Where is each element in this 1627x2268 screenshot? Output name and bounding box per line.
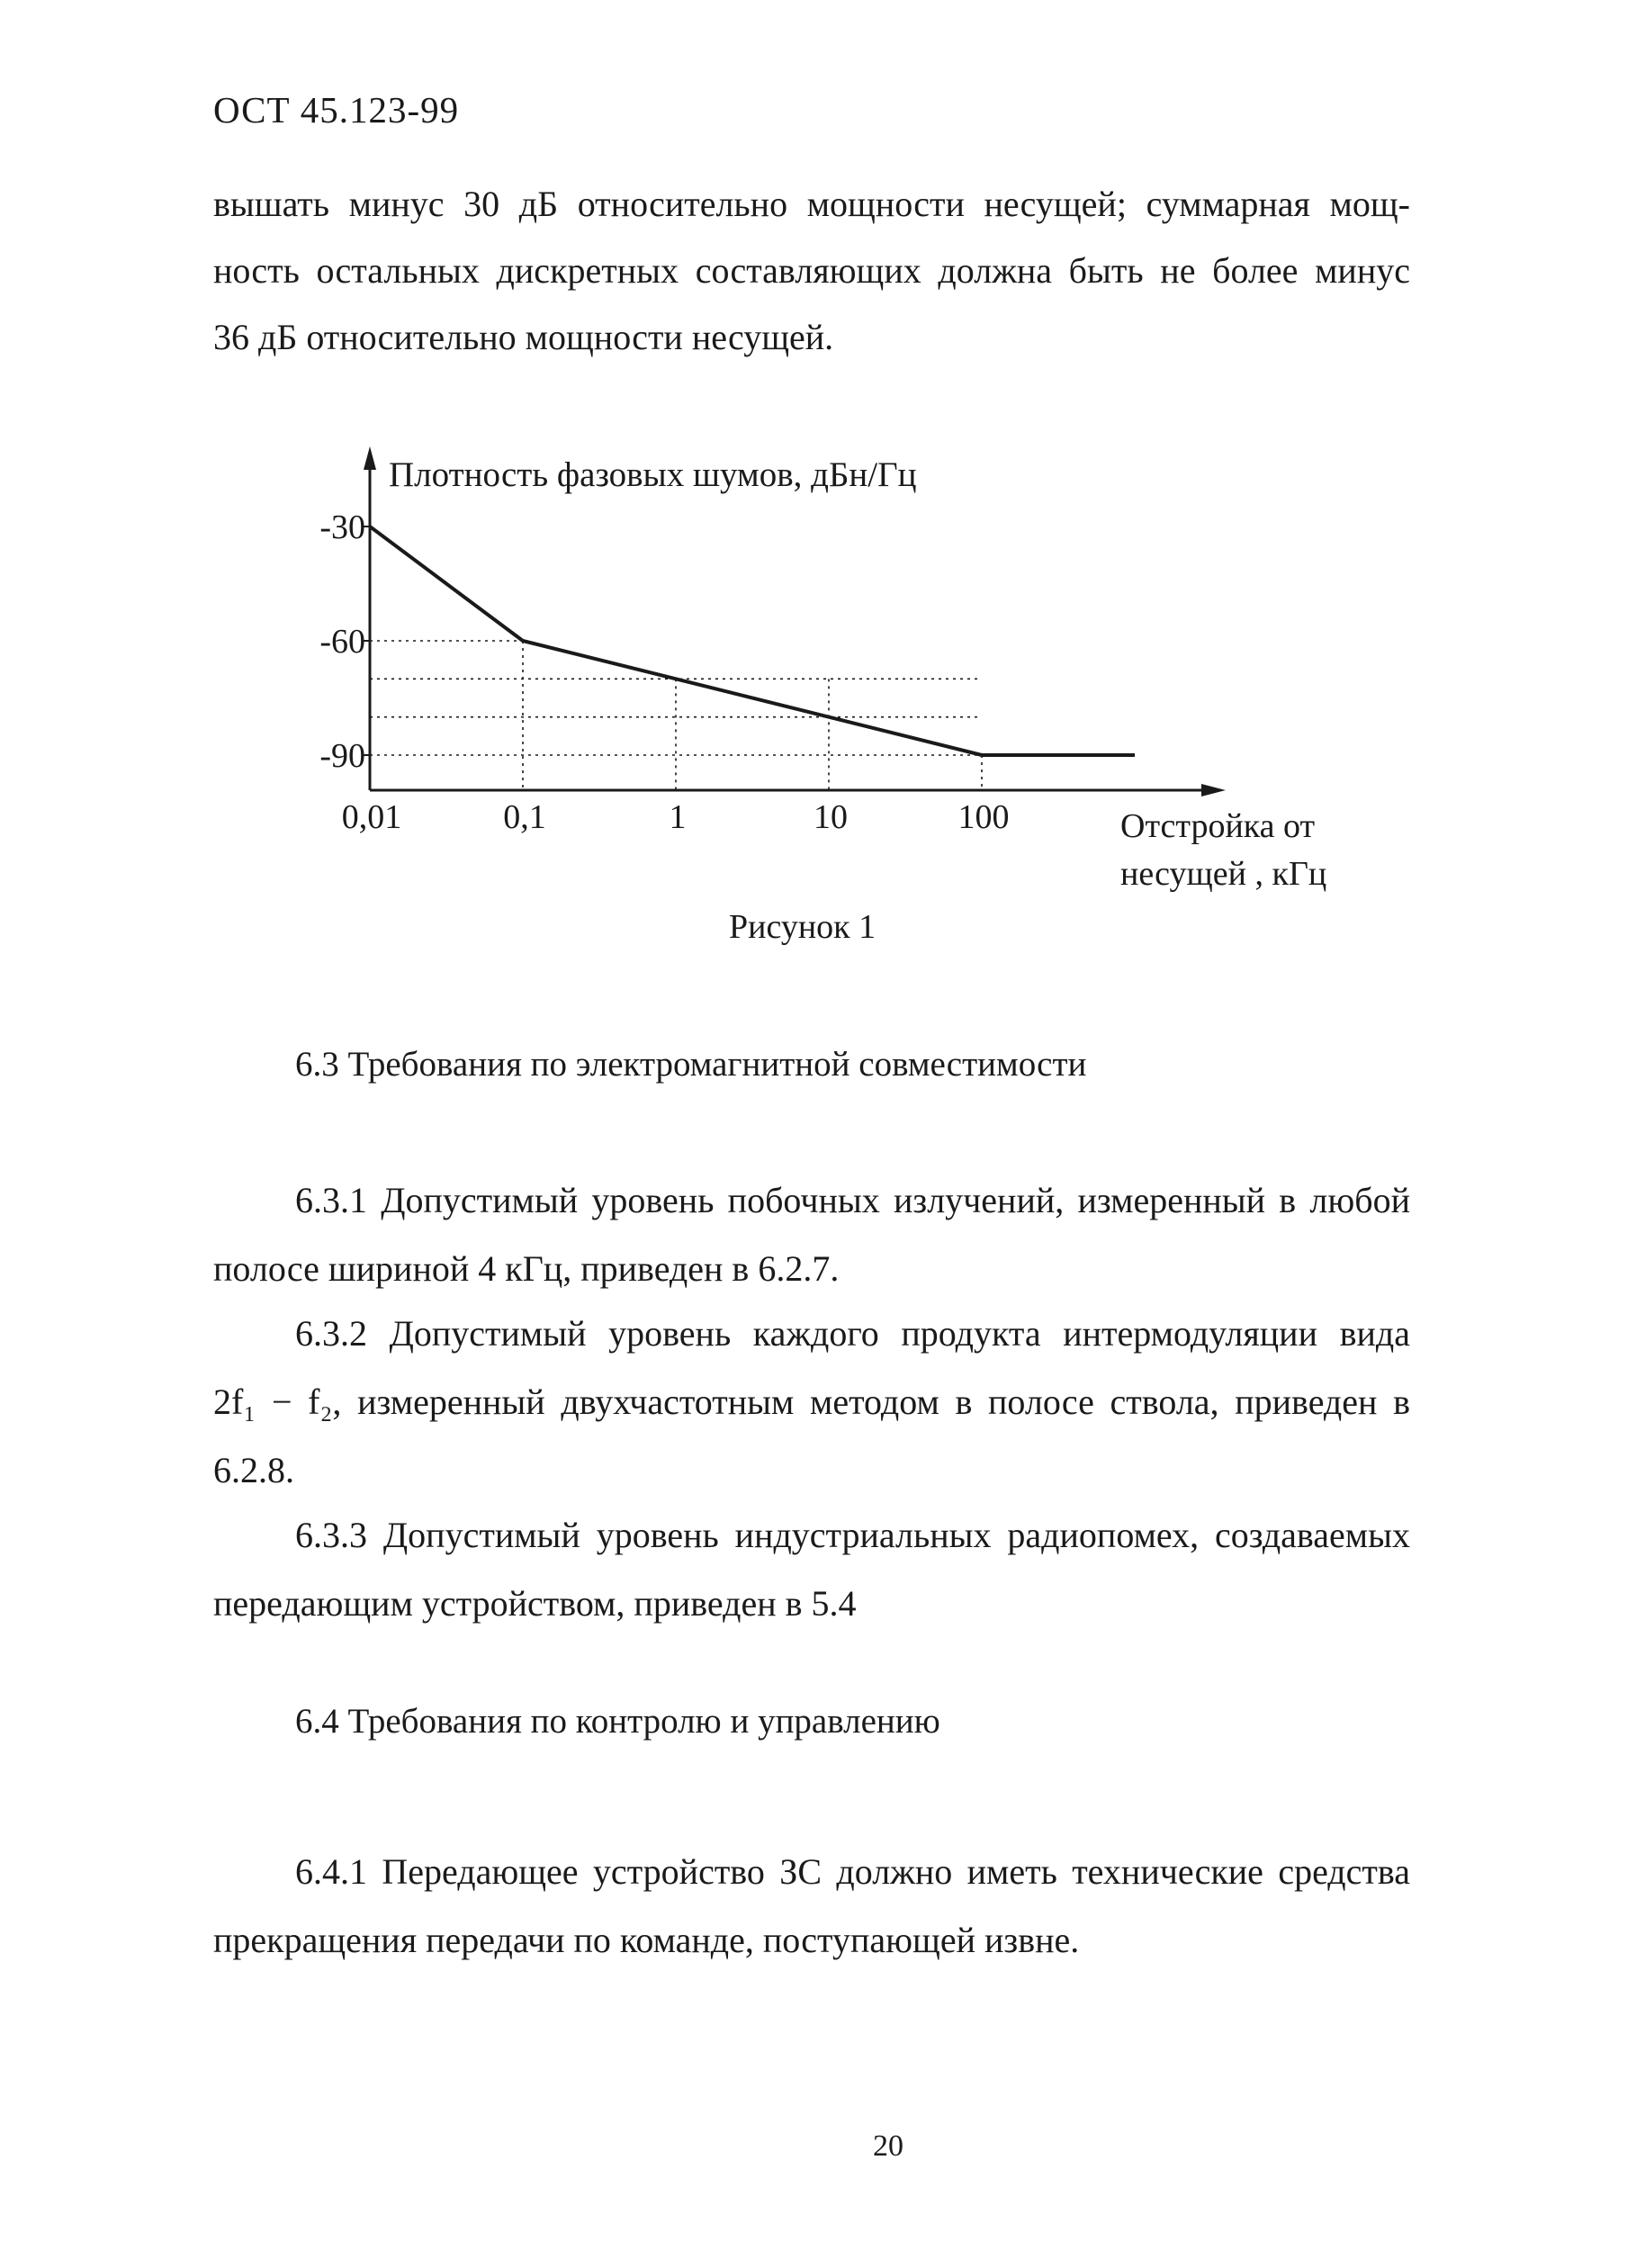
paragraph-line: 6.3.2 Допустимый уровень каждого продукта интермодуляции вида bbox=[295, 1313, 1410, 1354]
paragraph-6-3-3 bbox=[213, 1501, 1410, 1638]
paragraph-line: 6.2.8. bbox=[213, 1450, 294, 1490]
paragraph-line: 2f₁ − f₂, измеренный двухчастотным методом в полосе ствола, приведен в bbox=[213, 1382, 1410, 1422]
document-header: ОСТ 45.123-99 bbox=[213, 89, 460, 130]
x-axis-label-line1: Отстройка от bbox=[1120, 807, 1316, 845]
paragraph-6-4-1 bbox=[213, 1838, 1410, 1975]
paragraph-line: 6.4.1 Передающее устройство ЗС должно иметь технические средства bbox=[295, 1851, 1410, 1892]
section-heading-6-3: 6.3 Требования по электромагнитной совместимости bbox=[295, 1045, 1087, 1084]
intro-line: 36 дБ относительно мощности несущей. bbox=[213, 317, 834, 357]
x-axis-label-line2: несущей , кГц bbox=[1120, 855, 1327, 893]
y-axis-label: Плотность фазовых шумов, дБн/Гц bbox=[389, 455, 917, 494]
paragraph-6-3-1 bbox=[213, 1166, 1410, 1303]
paragraph-line: 6.3.3 Допустимый уровень индустриальных радиопомех, создаваемых bbox=[295, 1515, 1410, 1555]
y-tick-label: -60 bbox=[319, 622, 365, 661]
y-tick-label: -30 bbox=[319, 508, 365, 546]
chart-grid bbox=[370, 641, 982, 790]
x-tick-label: 10 bbox=[814, 798, 848, 836]
figure-caption: Рисунок 1 bbox=[729, 908, 876, 946]
section-heading-6-4: 6.4 Требования по контролю и управлению bbox=[295, 1702, 940, 1741]
paragraph-6-3-2 bbox=[213, 1300, 1410, 1505]
paragraph-line: 6.3.1 Допустимый уровень побочных излучений, измеренный в любой bbox=[295, 1180, 1410, 1220]
x-tick-label: 0,1 bbox=[503, 798, 546, 836]
paragraph-line: прекращения передачи по команде, поступающей извне. bbox=[213, 1920, 1080, 1960]
series-line bbox=[370, 526, 1135, 755]
page-number: 20 bbox=[873, 2129, 903, 2163]
paragraph-line: передающим устройством, приведен в 5.4 bbox=[213, 1583, 857, 1624]
x-tick-label: 0,01 bbox=[341, 798, 402, 836]
intro-line: вышать минус 30 дБ относительно мощности несущей; суммарная мощ- bbox=[213, 184, 1410, 224]
y-axis-arrow bbox=[364, 446, 376, 470]
x-tick-label: 100 bbox=[957, 798, 1010, 836]
y-tick-label: -90 bbox=[319, 736, 365, 775]
intro-line: ность остальных дискретных составляющих должна быть не более минус bbox=[213, 250, 1410, 291]
paragraph-line: полосе шириной 4 кГц, приведен в 6.2.7. bbox=[213, 1248, 840, 1289]
x-tick-label: 1 bbox=[669, 798, 687, 836]
phase-noise-chart bbox=[0, 0, 1627, 900]
x-axis-arrow bbox=[1201, 784, 1226, 796]
